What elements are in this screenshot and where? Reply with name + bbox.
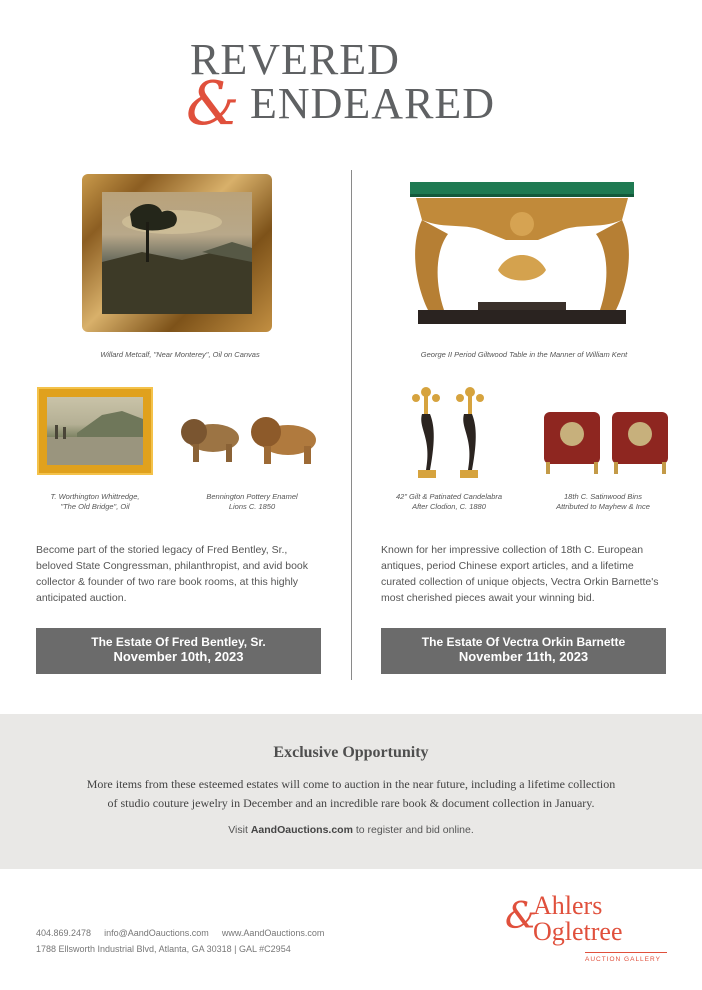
caption-bins (528, 492, 678, 512)
band-text (30, 775, 672, 813)
footer-license: GAL #C2954 (239, 944, 291, 954)
left-description-line1: Become part of the storied legacy of Fred Bentley, Sr., (36, 544, 288, 556)
image-bennington-lions (178, 408, 323, 470)
visit-suffix: to register and bid online. (352, 824, 474, 836)
caption-lions (180, 492, 324, 512)
left-description-line2: beloved State Congressman, philanthropist, and avid book (36, 560, 309, 572)
title-endeared: ENDEARED (250, 79, 496, 128)
caption-bins-line1: 18th C. Satinwood Bins (564, 492, 642, 501)
logo-ampersand: & (505, 896, 538, 937)
band-visit (0, 824, 702, 836)
caption-old-bridge-line2: "The Old Bridge", Oil (60, 502, 130, 511)
footer-address-line (36, 944, 291, 954)
left-description-line4: anticipated auction. (36, 592, 127, 604)
right-description-line4: most cherished pieces await your winning bid. (381, 592, 595, 604)
band-text-line1: More items from these esteemed estates will come to auction in the near future, including a lifetime collection (86, 777, 616, 791)
footer-phone[interactable]: 404.869.2478 (36, 928, 92, 938)
right-description (381, 542, 681, 606)
column-divider (351, 170, 352, 680)
right-description-line2: antiques, period Chinese export articles, and a lifetime (381, 560, 634, 572)
caption-near-monterey: Willard Metcalf, "Near Monterey", Oil on Canvas (100, 350, 260, 359)
logo-rule (585, 952, 667, 953)
footer-address: 1788 Ellsworth Industrial Blvd, Atlanta, GA 30318 (36, 944, 232, 954)
visit-prefix: Visit (228, 824, 251, 836)
estate-bentley-date: November 10th, 2023 (113, 649, 244, 664)
title-revered: REVERED (190, 35, 400, 84)
painting-near-monterey (82, 174, 272, 332)
band-title: Exclusive Opportunity (273, 744, 429, 761)
logo-subtitle: AUCTION GALLERY (585, 956, 661, 963)
ahlers-ogletree-logo (505, 890, 670, 970)
caption-lions-line2: Lions C. 1850 (228, 502, 276, 511)
band-text-line2: of studio couture jewelry in December and an incredible rare book & document collection in January. (107, 796, 595, 810)
caption-candelabra-line1: 42" Gilt & Patinated Candelabra (395, 492, 503, 501)
estate-bentley-box[interactable] (36, 628, 321, 674)
estate-barnette-name: The Estate Of Vectra Orkin Barnette (421, 635, 626, 649)
painting-old-bridge (37, 387, 153, 475)
left-description (36, 542, 336, 606)
image-candelabra (402, 378, 494, 482)
caption-old-bridge-line1: T. Worthington Whittredge, (50, 492, 140, 501)
caption-bins-line2: Attributed to Mayhew & Ince (556, 502, 650, 511)
footer-email[interactable]: info@AandOauctions.com (104, 928, 209, 938)
logo-ahlers: Ahlers (533, 891, 603, 920)
title-ampersand: & (186, 69, 240, 139)
footer-website[interactable]: www.AandOauctions.com (221, 928, 325, 938)
right-description-line3: curated collection of unique objects, Vectra Orkin Barnette's (381, 576, 659, 588)
caption-old-bridge (22, 492, 168, 512)
caption-lions-line1: Bennington Pottery Enamel (206, 492, 298, 501)
estate-bentley-name: The Estate Of Fred Bentley, Sr. (91, 635, 266, 649)
image-giltwood-table (408, 180, 636, 332)
estate-barnette-date: November 11th, 2023 (458, 649, 589, 664)
caption-giltwood-table: George II Period Giltwood Table in the Manner of William Kent (420, 350, 628, 359)
image-satinwood-bins (540, 406, 674, 476)
footer-contact (36, 928, 324, 938)
footer-separator: | (234, 944, 237, 954)
right-description-line1: Known for her impressive collection of 18th C. European (381, 544, 644, 556)
website-link[interactable]: AandOauctions.com (250, 824, 353, 836)
estate-barnette-box[interactable] (381, 628, 666, 674)
left-description-line3: collector & founder of two rare book rooms, at this highly (36, 576, 299, 588)
caption-candelabra (378, 492, 520, 512)
caption-candelabra-line2: After Clodion, C. 1880 (412, 502, 486, 511)
logo-ogletree: Ogletree (533, 917, 623, 946)
